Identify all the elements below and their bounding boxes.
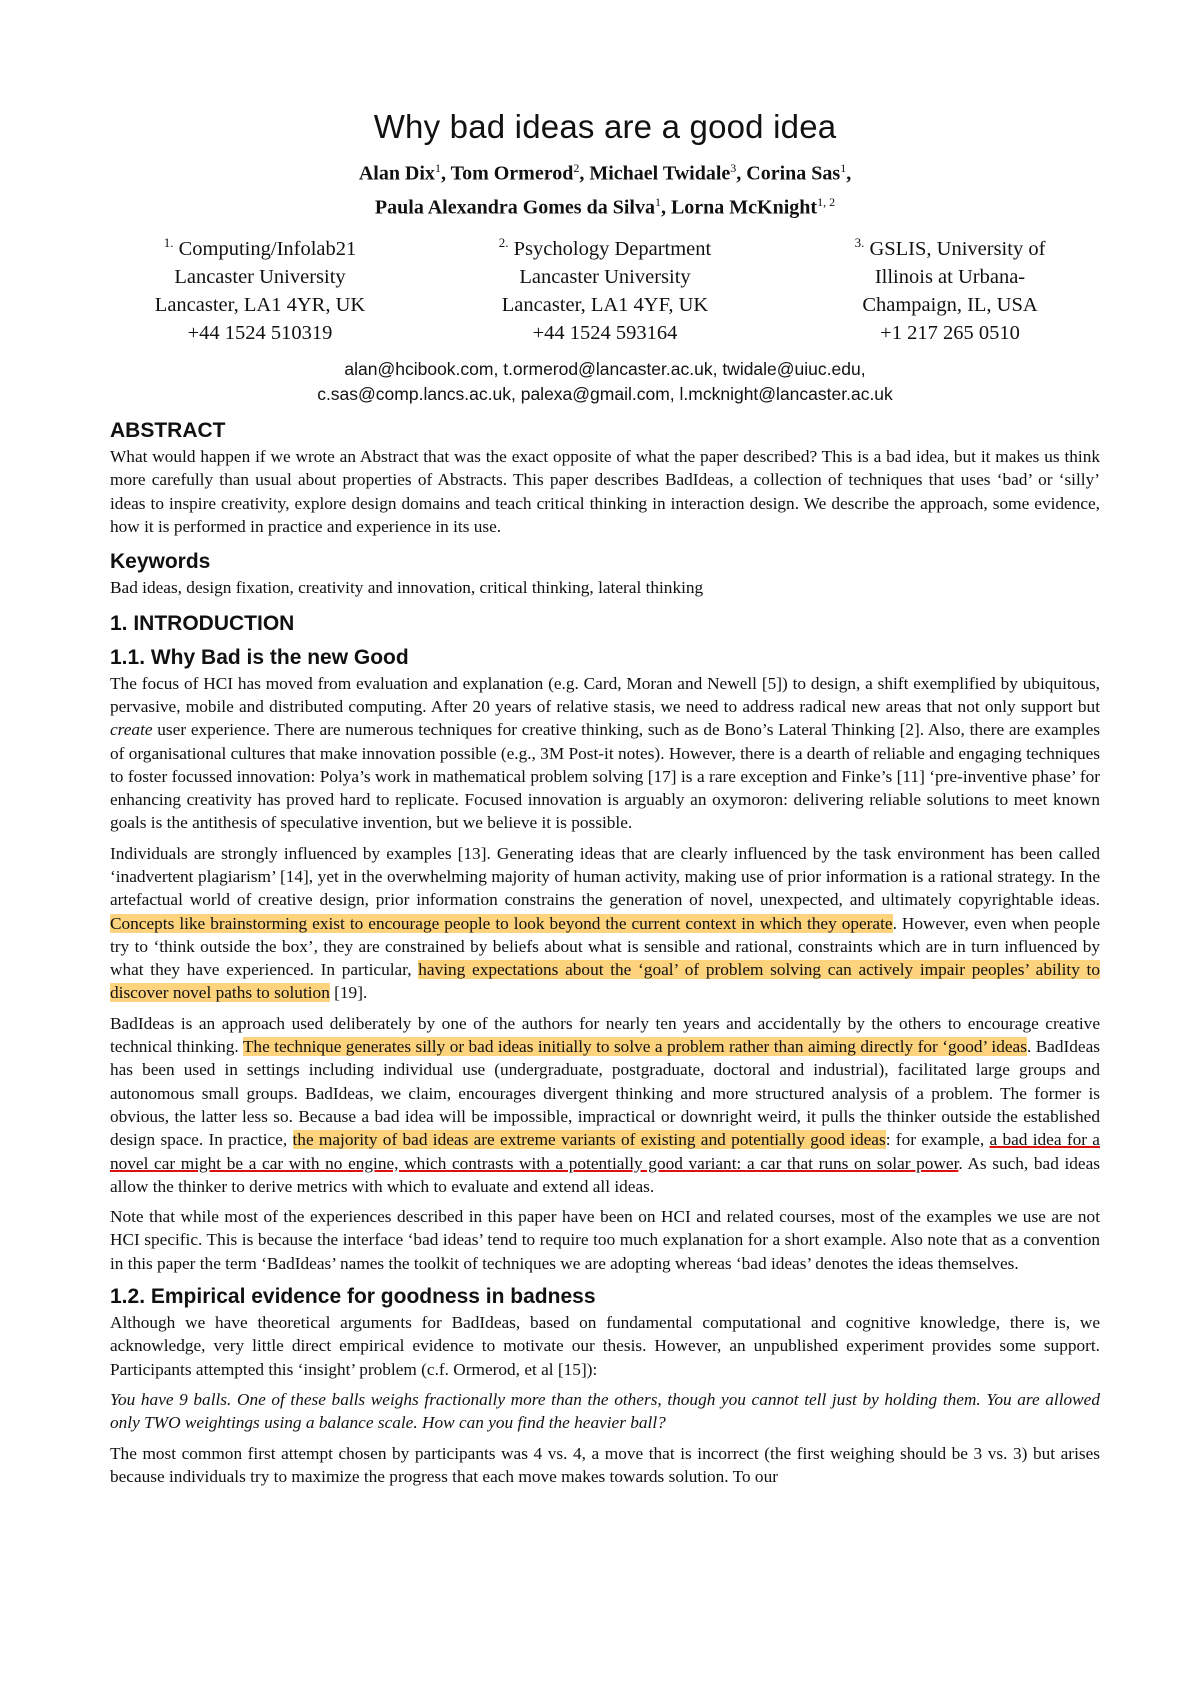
affiliation-phone: +44 1524 593164 bbox=[532, 322, 678, 345]
paper-page bbox=[110, 108, 1100, 1495]
abstract-heading: ABSTRACT bbox=[110, 419, 226, 443]
author-name: Tom Ormerod bbox=[450, 162, 574, 185]
subsection-heading: 1.1. Why Bad is the new Good bbox=[110, 645, 409, 669]
evidence-paragraph-1: Although we have theoretical arguments for BadIdeas, based on fundamental computational and cognitive knowledge, there is, we acknowledge, very little direct empirical evidence to motivate our thesis. However, an unpublished experiment provides some support. Participants attempted this ‘insight’ problem (c.f. Ormerod, et al [15]): bbox=[110, 1313, 1100, 1379]
intro-paragraph-3 bbox=[110, 1012, 1100, 1198]
affiliation-line: GSLIS, University of bbox=[869, 238, 1046, 261]
highlighted-text: The technique generates silly or bad ideas initially to solve a problem rather than aiming directly for ‘good’ ideas bbox=[242, 1037, 1027, 1057]
affiliation-line: Lancaster, LA1 4YR, UK bbox=[154, 294, 366, 317]
affiliation-2 bbox=[455, 229, 755, 347]
affiliation-line: Champaign, IL, USA bbox=[862, 294, 1038, 317]
email-line: c.sas@comp.lancs.ac.uk, palexa@gmail.com, l.mcknight@lancaster.ac.uk bbox=[317, 384, 893, 405]
affiliation-line: Lancaster, LA1 4YF, UK bbox=[501, 294, 709, 317]
author-sup: 2 bbox=[573, 161, 580, 175]
affiliation-number: 3. bbox=[854, 235, 865, 251]
affiliation-1 bbox=[110, 229, 410, 347]
affiliation-phone: +1 217 265 0510 bbox=[880, 322, 1020, 345]
email-line: alan@hcibook.com, t.ormerod@lancaster.ac.uk, twidale@uiuc.edu, bbox=[344, 359, 866, 380]
affiliation-number: 2. bbox=[498, 235, 509, 251]
intro-paragraph-2 bbox=[110, 842, 1100, 1005]
text-run: : for example, bbox=[885, 1130, 990, 1150]
author-sup: 1 bbox=[654, 194, 661, 209]
text-run: . However, even when people try to ‘think outside the box’, they are constrained by beliefs about what is sensible and rational, constraints which are in turn influenced by what they have experienced. In particular, bbox=[110, 913, 1100, 980]
author-line-1: Alan Dix$^1$, Tom Ormerod$^2$, Michael Twidale$^3$, Corina Sas$^1$, bbox=[358, 161, 852, 185]
text-run: . As such, bad ideas allow the thinker to derive metrics with which to evaluate and extend all ideas. bbox=[110, 1153, 1100, 1196]
introduction-heading: 1. INTRODUCTION bbox=[110, 611, 295, 635]
author-sup: 1, 2 bbox=[817, 194, 836, 209]
puzzle-quote: You have 9 balls. One of these balls weighs fractionally more than the others, though you cannot tell just by holding them. You are allowed only TWO weightings using a balance scale. How can you find the heavier ball? bbox=[110, 1389, 1100, 1433]
highlighted-text: having expectations about the ‘goal’ of problem solving can actively impair peoples’ ability to discover novel paths to solution bbox=[110, 960, 1100, 1003]
author-line-2: Paula Alexandra Gomes da Silva$^1$, Lorna McKnight$^{1, 2}$ bbox=[374, 194, 836, 219]
abstract-text: What would happen if we wrote an Abstract that was the exact opposite of what the paper described? This is a bad idea, but it makes us think more carefully than usual about properties of Abstracts. This paper describes BadIdeas, a collection of techniques that uses ‘bad’ or ‘silly’ ideas to inspire creativity, explore design domains and teach critical thinking in interaction design. We describe the approach, some evidence, how it is performed in practice and experience in its use. bbox=[110, 447, 1100, 537]
highlighted-text: Concepts like brainstorming exist to encourage people to look beyond the current context in which they operate bbox=[110, 913, 893, 933]
author-sup: 1 bbox=[840, 161, 847, 175]
author-name: Alan Dix bbox=[358, 162, 435, 185]
text-run: BadIdeas is an approach used deliberately by one of the authors for nearly ten years and accidentally by the others to encourage creative technical thinking. bbox=[110, 1013, 1100, 1057]
author-name: Michael Twidale bbox=[589, 162, 731, 185]
author-name: Paula Alexandra Gomes da Silva bbox=[374, 196, 655, 219]
keywords-heading: Keywords bbox=[110, 550, 211, 574]
subsection-heading: 1.2. Empirical evidence for goodness in badness bbox=[110, 1285, 596, 1309]
text-run: Individuals are strongly influenced by examples [13]. Generating ideas that are clearly influenced by the task environment has been called ‘inadvertent plagiarism’ [14], yet in the overwhelming majority of human activity, making use of prior information is a rational strategy. In the artefactual world of creative design, prior information constrains the generation of novel, unexpected, and ultimately copyrightable ideas. bbox=[110, 843, 1100, 910]
highlighted-text: the majority of bad ideas are extreme variants of existing and potentially good ideas bbox=[292, 1130, 886, 1150]
emphasis: create bbox=[110, 720, 153, 740]
affiliation-3 bbox=[800, 229, 1100, 347]
author-emails bbox=[110, 357, 1100, 407]
keywords-text: Bad ideas, design fixation, creativity and innovation, critical thinking, lateral thinking bbox=[110, 578, 704, 598]
affiliation-line: Computing/Infolab21 bbox=[178, 238, 357, 261]
paper-title: Why bad ideas are a good idea bbox=[373, 108, 837, 145]
evidence-paragraph-2: The most common first attempt chosen by participants was 4 vs. 4, a move that is incorrect (the first weighing should be 3 vs. 3) but arises because individuals try to maximize the progress that each move makes towards solution. To our bbox=[110, 1443, 1100, 1486]
author-name: Lorna McKnight bbox=[670, 196, 818, 219]
text-run: The focus of HCI has moved from evaluation and explanation (e.g. Card, Moran and Newell [5]) to design, a shift exemplified by ubiquitous, pervasive, mobile and distributed computing. After 20 years of relative stasis, we need to address radical new areas that not only support but bbox=[110, 673, 1100, 716]
author-list bbox=[110, 154, 1100, 221]
underlined-text: a bad idea for a novel car might be a car with no engine, which contrasts with a potentially good variant: a car that runs on solar power bbox=[110, 1130, 1100, 1173]
author-name: Corina Sas bbox=[746, 162, 841, 185]
affiliation-line: Lancaster University bbox=[174, 266, 346, 289]
affiliation-phone: +44 1524 510319 bbox=[187, 322, 333, 345]
intro-paragraph-1 bbox=[110, 672, 1100, 835]
author-sup: 3 bbox=[730, 161, 737, 175]
affiliation-line: Illinois at Urbana- bbox=[874, 266, 1026, 289]
text-run: . BadIdeas has been used in settings including individual use (undergraduate, postgraduate, doctoral and industrial), facilitated large groups and autonomous small groups. BadIdeas, we claim, encourages divergent thinking and more structured analysis of a problem. The former is obvious, the latter less so. Because a bad idea will be impossible, impractical or downright weird, it pulls the thinker outside the established design space. In practice, bbox=[110, 1037, 1100, 1150]
intro-paragraph-4: Note that while most of the experiences described in this paper have been on HCI and related courses, most of the examples we use are not HCI specific. This is because the interface ‘bad ideas’ tend to require too much explanation for a short example. Also note that as a convention in this paper the term ‘BadIdeas’ names the toolkit of techniques we are adopting whereas ‘bad ideas’ denotes the ideas themselves. bbox=[110, 1207, 1100, 1273]
affiliations bbox=[110, 229, 1100, 347]
affiliation-line: Psychology Department bbox=[513, 238, 712, 261]
affiliation-line: Lancaster University bbox=[519, 266, 691, 289]
text-run: [19]. bbox=[329, 983, 368, 1003]
author-sup: 1 bbox=[434, 161, 441, 175]
affiliation-number: 1. bbox=[163, 235, 174, 251]
text-run: user experience. There are numerous techniques for creative thinking, such as de Bono’s Lateral Thinking [2]. Also, there are examples of organisational cultures that make innovation possible (e.g., 3M Post-it notes). However, there is a dearth of reliable and engaging techniques to foster focussed innovation: Polya’s work in mathematical problem solving [17] is a rare exception and Finke’s [11] ‘pre-inventive phase’ for enhancing creativity has proved hard to replicate. Focused innovation is arguably an oxymoron: delivering reliable solutions to meet known goals is the antithesis of speculative invention, but we believe it is possible. bbox=[110, 720, 1100, 833]
